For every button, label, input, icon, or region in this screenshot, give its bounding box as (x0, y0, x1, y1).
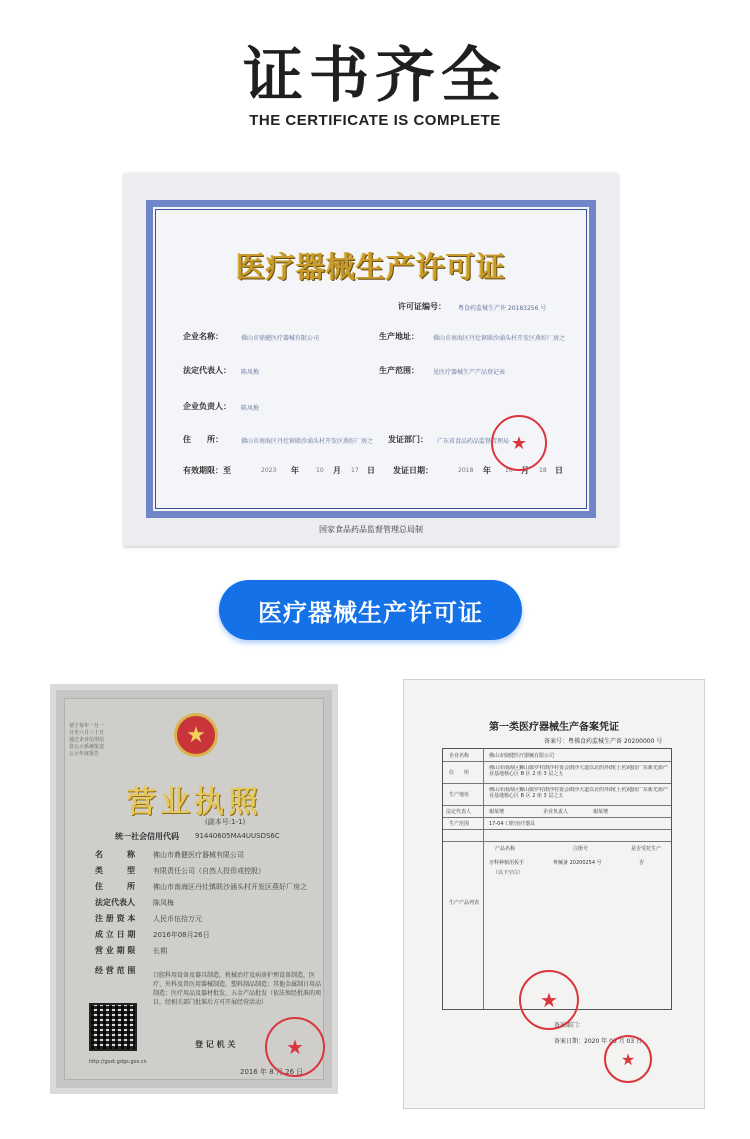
validity-month-unit: 月 (333, 466, 341, 475)
filing-date: 备案日期：2020 年 06 月 03 日 (554, 1038, 643, 1045)
verification-url: http://gsxt.gdgs.gov.cn (89, 1059, 147, 1065)
filing-row-value: 谢某增 (593, 809, 609, 815)
license-row-value: 佛山市南海区丹灶镇联沙涌头村开发区燕好厂房之 (153, 883, 307, 891)
production-address-value: 佛山市南海区丹灶镇联沙涌头村开发区燕好厂房之 (433, 335, 566, 342)
national-emblem (174, 713, 218, 757)
registration-authority: 登 记 机 关 (195, 1040, 236, 1049)
credit-code-label: 统一社会信用代码 (115, 832, 179, 841)
license-row-label: 注 册 资 本 (95, 914, 136, 923)
product-name: 牙科种植用扳手 (489, 860, 525, 866)
production-scope-value: 见医疗器械生产产品登记表 (433, 369, 506, 376)
filing-row-value: 谢某增 (489, 809, 505, 815)
seal-star-icon: ★ (510, 432, 528, 454)
license-row-value: 长期 (153, 947, 167, 955)
permit-number-value: 粤食药监械生产许 20183256 号 (458, 305, 547, 312)
annual-report-note: 请于每年一月一日至六月三十日通过企业信用信息公示系统报送公示年度报告 (69, 723, 105, 757)
legal-representative-label: 法定代表人： (183, 366, 231, 375)
issue-date-label: 发证日期： (393, 466, 433, 475)
business-scope-label: 经 营 范 围 (95, 966, 136, 975)
filing-certificate-title: 第一类医疗器械生产备案凭证 (489, 722, 619, 733)
license-row-label: 营 业 期 限 (95, 946, 136, 955)
certificate-footer: 国家食品药品监督管理总局制 (319, 525, 423, 534)
license-row-label: 法定代表人 (95, 898, 135, 907)
filing-row-label: 生产地址 (449, 792, 470, 798)
business-license-certificate (50, 684, 338, 1094)
validity-month: 10 (316, 467, 324, 474)
issuing-authority-value: 广东省食品药品监督管理局 (437, 438, 510, 445)
filing-row-label: 生产范围 (449, 821, 470, 827)
principal-label: 企业负责人： (183, 402, 231, 411)
license-row-value: 2016年08月26日 (153, 931, 210, 939)
issue-month: 10 (505, 467, 513, 474)
filing-seal-stamp (604, 1035, 652, 1083)
issue-day: 18 (539, 467, 547, 474)
certificate-caption-badge (219, 580, 522, 640)
filing-number: 备案号：粤佛食药监械生产备 20200000 号 (544, 738, 663, 745)
filing-row-label: 企业名称 (449, 753, 470, 759)
principal-value: 陈凤梅 (241, 405, 260, 412)
filing-row-label: 企业负责人 (543, 809, 569, 815)
product-list-label: 生产产品列表 (449, 900, 480, 906)
company-name-label: 企业名称： (183, 332, 223, 341)
issue-year-unit: 年 (483, 466, 491, 475)
seal-star-icon: ★ (540, 988, 558, 1012)
credit-code-value: 91440605MA4UUSDS6C (195, 832, 280, 840)
residence-label: 住 所： (183, 435, 223, 444)
issue-year: 2018 (458, 467, 474, 474)
filing-row-value: 佛山市南海区狮山镇罗村朗沙村委会朗沙大道以北的外朗(土名)地段广东新光源产业基地核心区 B 区 2 座 3 层之五 (489, 787, 668, 799)
filing-row-label: 住 所 (449, 770, 470, 776)
company-name-value: 佛山市鼎健医疗器械有限公司 (241, 335, 320, 342)
filing-row-value: 佛山市鼎健医疗器械有限公司 (489, 753, 555, 759)
validity-label: 有效期限：至 (183, 466, 231, 475)
license-row-value: 佛山市鼎健医疗器械有限公司 (153, 851, 244, 859)
validity-year-unit: 年 (291, 466, 299, 475)
certificate-title: 医疗器械生产许可证 (235, 250, 506, 284)
page-subtitle: THE CERTIFICATE IS COMPLETE (249, 112, 501, 129)
production-license-certificate (124, 173, 618, 546)
product-reg: 粤械备 20200254 号 (553, 860, 602, 866)
product-header-reg: 注册号 (573, 846, 589, 852)
business-scope-value: 口腔科用设备及器具制造，机械治疗及病房护理设备制造，医疗、外科及兽医用器械制造，塑料制品制造；其他金属制日用品制造；医疗用品及器材批发，五金产品批发（依法须经批准的项目，经相关部门批准后方可开展经营活动） (153, 972, 322, 1006)
product-entrusted: 否 (639, 860, 645, 866)
product-header-entrusted: 是否受托生产 (631, 846, 662, 852)
official-seal-stamp (491, 415, 547, 471)
filing-issuer: 备案部门： (554, 1022, 585, 1029)
registration-seal-stamp (265, 1017, 325, 1077)
license-row-label: 成 立 日 期 (95, 930, 136, 939)
copy-number: (副本号:1-1) (205, 818, 246, 826)
validity-day-unit: 日 (367, 466, 375, 475)
license-issue-date: 2016 年 8 月 26 日 (240, 1068, 304, 1076)
filing-certificate (403, 679, 705, 1109)
seal-star-icon: ★ (620, 1049, 636, 1069)
issue-day-unit: 日 (555, 466, 563, 475)
qr-code (89, 1003, 137, 1051)
business-license-title: 营业执照 (126, 785, 262, 820)
license-row-value: 有限责任公司（自然人投资或控股） (153, 867, 265, 875)
validity-year: 2023 (261, 467, 277, 474)
license-row-label: 名 称 (95, 850, 135, 859)
license-row-label: 住 所 (95, 882, 135, 891)
issue-month-unit: 月 (521, 466, 529, 475)
license-row-value: 陈凤梅 (153, 899, 174, 907)
issuing-authority-label: 发证部门： (388, 435, 428, 444)
production-address-label: 生产地址： (379, 332, 419, 341)
legal-representative-value: 陈凤梅 (241, 369, 260, 376)
filing-row-value: 佛山市南海区狮山镇罗村朗沙村委会朗沙大道以北的外朗(土名)地段广东新光源产业基地核心区 B 区 2 座 3 层之五 (489, 765, 668, 777)
product-list-note: （以下空白） (493, 870, 524, 876)
license-row-value: 人民币伍拾万元 (153, 915, 202, 923)
permit-number-label: 许可证编号： (398, 302, 446, 311)
certificate-border-frame (146, 200, 596, 518)
filing-row-label: 法定代表人 (446, 809, 472, 815)
filing-seal-stamp (519, 970, 579, 1030)
validity-day: 17 (351, 467, 359, 474)
seal-star-icon: ★ (286, 1035, 304, 1059)
page-title: 证书齐全 (243, 41, 507, 111)
business-license-inner (64, 698, 324, 1080)
emblem-star-icon: ★ (186, 722, 206, 748)
product-header-name: 产品名称 (495, 846, 516, 852)
certificate-caption-label: 医疗器械生产许可证 (258, 598, 483, 627)
production-scope-label: 生产范围： (379, 366, 419, 375)
residence-value: 佛山市南海区丹灶镇联沙涌头村开发区燕好厂房之 (241, 438, 374, 445)
license-row-label: 类 型 (95, 866, 135, 875)
filing-row-value: 17-04 口腔治疗器具 (489, 821, 536, 827)
